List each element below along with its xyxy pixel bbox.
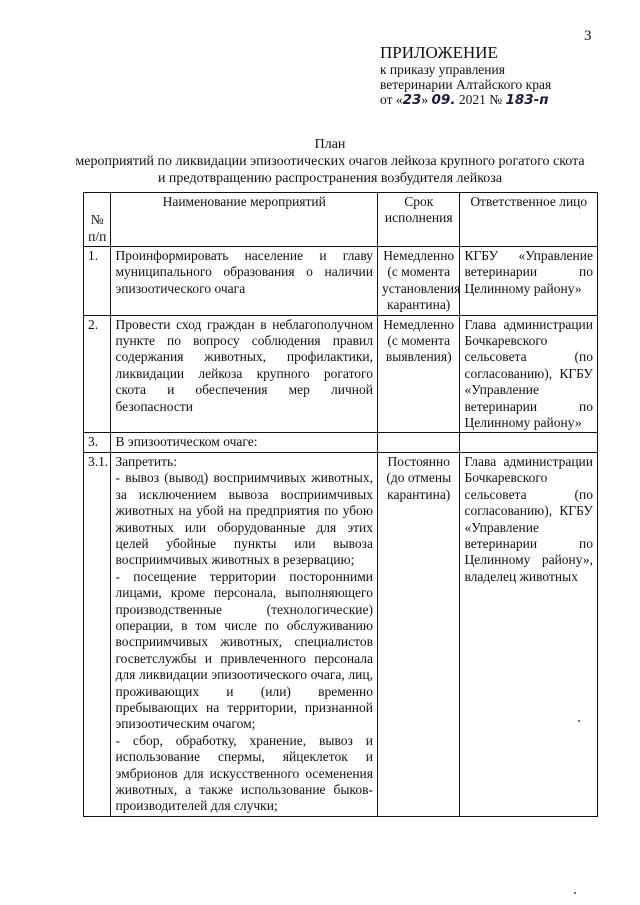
annex-block — [380, 44, 551, 108]
header-num: № п/п — [84, 193, 111, 247]
order-number: 183-п — [505, 92, 549, 108]
row-num: 3.1. — [84, 452, 111, 816]
annex-line-1: к приказу управления — [380, 62, 505, 77]
row-name: Провести сход граждан в неблагополучном пункте по вопросу соблюдения правил содержания животных, профилактики, ликвидации лейкоза крупного рогатого скота и обеспечения мер личной безопасности — [111, 315, 378, 433]
date-month: 09. — [431, 92, 456, 108]
date-prefix: от « — [380, 92, 403, 107]
row-name-item: - вывоз (вывод) восприимчивых животных, за исключением вывоза восприимчивых животных на убой на предприятия по убою животных или оборудованные для этих целей убойные пункты или вывоза восприимчивых животных в резервацию; — [115, 470, 373, 568]
plan-table — [83, 192, 598, 817]
annex-title: ПРИЛОЖЕНИЕ — [380, 43, 498, 62]
row-resp: Глава администрации Бочкаревского сельсовета (по согласованию), КГБУ «Управление ветеринарии по Целинному району» — [460, 315, 598, 433]
table-header-row — [84, 193, 598, 247]
plan-title — [50, 136, 610, 187]
table-row — [84, 315, 598, 433]
scan-speck — [574, 892, 576, 894]
row-name-intro: Запретить: — [115, 453, 177, 469]
date-sep: » — [421, 92, 432, 107]
row-term: Немедленно (с момента установления карантина) — [378, 247, 460, 316]
row-resp — [460, 433, 598, 452]
row-name — [111, 452, 378, 816]
plan-title-line-2: мероприятий по ликвидации эпизоотических очагов лейкоза крупного рогатого скота — [75, 154, 585, 169]
row-term — [378, 433, 460, 452]
row-num: 1. — [84, 247, 111, 316]
date-day: 23 — [402, 92, 422, 108]
row-resp: Глава администрации Бочкаревского сельсовета (по согласованию), КГБУ «Управление ветеринарии по Целинному району», владелец животных — [460, 452, 598, 816]
header-name: Наименование мероприятий — [111, 193, 378, 247]
scan-speck — [578, 720, 580, 722]
table-row — [84, 433, 598, 452]
annex-line-2: ветеринарии Алтайского края — [380, 77, 552, 92]
row-term: Постоянно (до отмены карантина) — [378, 452, 460, 816]
annex-date-line — [380, 92, 551, 108]
row-term: Немедленно (с момента выявления) — [378, 315, 460, 433]
page-number: 3 — [584, 28, 592, 44]
row-name: Проинформировать население и главу муниципального образования о наличии эпизоотического очага — [111, 247, 378, 316]
header-resp: Ответственное лицо — [460, 193, 598, 247]
row-num: 3. — [84, 433, 111, 452]
row-name: В эпизоотическом очаге: — [111, 433, 378, 452]
plan-title-line-3: и предотвращению распространения возбудителя лейкоза — [157, 171, 503, 186]
plan-title-line-1: План — [314, 137, 346, 152]
row-name-item: - посещение территории посторонними лицами, кроме персонала, выполняющего производственные (технологические) операции, в том числе по обслуживанию восприимчивых животных, специалистов госветслужбы и привлеченного персонала для ликвидации эпизоотического очага, лиц, проживающих и (или) временно пребывающих на территории, признанной эпизоотическим очагом; — [115, 568, 373, 732]
date-year: 2021 № — [455, 92, 503, 107]
row-num: 2. — [84, 315, 111, 433]
header-term: Срок исполнения — [378, 193, 460, 247]
table-row — [84, 452, 598, 816]
row-resp: КГБУ «Управление ветеринарии по Целинному району» — [460, 247, 598, 316]
row-name-item: - сбор, обработку, хранение, вывоз и использование спермы, яйцеклеток и эмбрионов для искусственного осеменения животных, а также использование быков-производителей для случки; — [115, 732, 373, 814]
table-row — [84, 247, 598, 316]
